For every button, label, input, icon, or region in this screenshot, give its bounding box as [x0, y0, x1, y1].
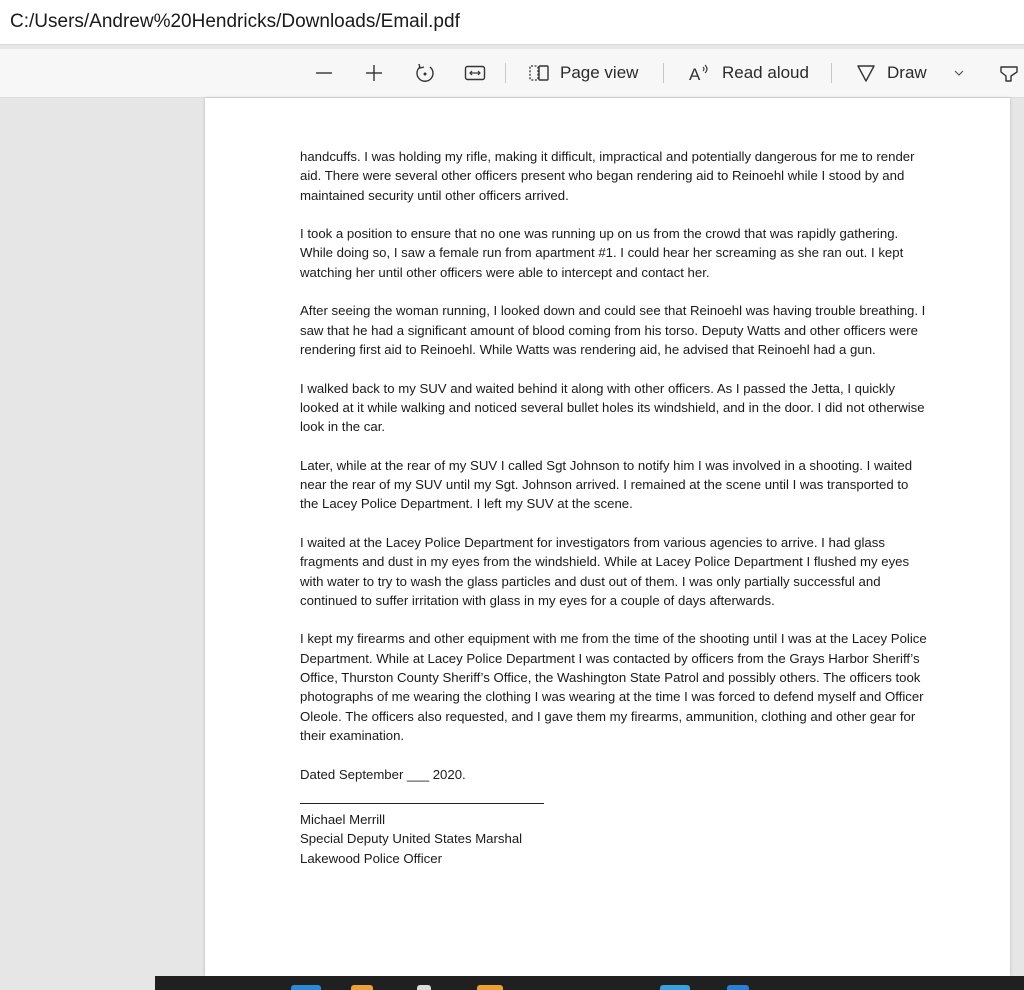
pdf-toolbar [0, 49, 1024, 98]
highlight-button[interactable] [998, 49, 1024, 97]
page-view-button[interactable] [528, 49, 638, 97]
fit-width-icon [464, 63, 486, 83]
paragraph: Later, while at the rear of my SUV I called Sgt Johnson to notify him I was involved in a shooting. I waited near the rear of my SUV until my Sgt. Johnson arrived. I remained at the scene until I was transported to the Lacey Police Department. I left my SUV at the scene. [300, 457, 913, 512]
read-aloud-icon [688, 62, 712, 84]
plus-icon [364, 63, 384, 83]
paragraph: I kept my firearms and other equipment with me from the time of the shooting until I was at the Lacey Police Department. While at Lacey Police Department I was contacted by officers from the Grays Harbor Sheriff’s Office, Thurston County Sheriff’s Office, the Washington State Patrol and possibly others. The officers took photographs of me wearing the clothing I was wearing at the time I was forced to defend myself and Officer Oleole. The officers also requested, and I gave them my firearms, ammunition, clothing and other gear for their examination. [300, 631, 927, 743]
chevron-down-icon [952, 66, 966, 80]
taskbar-app-icon[interactable] [660, 985, 690, 990]
paragraph: I waited at the Lacey Police Department for investigators from various agencies to arrive. I had glass fragments and dust in my eyes from the windshield. While at Lacey Police Department I flushed my eyes with water to try to wash the glass particles and dust out of them. I was only partially successful and continued to suffer irritation with glass in my eyes for a couple of days afterwards. [300, 534, 910, 608]
minus-icon [314, 63, 334, 83]
taskbar-app-icon[interactable] [351, 985, 373, 990]
highlighter-icon [998, 62, 1020, 84]
fit-width-button[interactable] [464, 49, 488, 97]
paragraph: handcuffs. I was holding my rifle, making it difficult, impractical and potentially dangerous for me to render aid. There were several other officers present who began rendering aid to Reinoehl while I stood by and maintained security until other officers arrived. [300, 149, 915, 203]
taskbar-app-icon[interactable] [727, 985, 749, 990]
viewer-background [0, 976, 155, 990]
page-view-icon [528, 63, 550, 83]
read-aloud-label: Read aloud [722, 63, 809, 82]
taskbar-app-icon[interactable] [477, 985, 503, 990]
draw-icon [855, 62, 877, 84]
document-body [300, 147, 930, 868]
page-view-label: Page view [560, 63, 639, 82]
paragraph: I walked back to my SUV and waited behind it along with other officers. As I passed the Jetta, I quickly looked at it while walking and noticed several bullet holes its windshield, and in the door. I did not otherwise look in the car. [300, 380, 925, 435]
taskbar [155, 976, 1024, 990]
draw-label: Draw [887, 63, 927, 82]
zoom-in-button[interactable] [364, 49, 388, 97]
taskbar-app-icon[interactable] [291, 985, 321, 990]
pdf-page [205, 98, 1010, 976]
rotate-icon [414, 62, 436, 84]
zoom-out-button[interactable] [314, 49, 338, 97]
draw-options-dropdown[interactable] [952, 49, 968, 97]
signature-block [300, 803, 930, 868]
read-aloud-button[interactable] [688, 49, 809, 97]
file-path[interactable]: C:/Users/Andrew%20Hendricks/Downloads/Email.pdf [10, 11, 460, 32]
signer-name: Michael Merrill [300, 812, 385, 828]
toolbar-divider [505, 63, 506, 83]
toolbar-divider [663, 63, 664, 83]
paragraph: After seeing the woman running, I looked down and could see that Reinoehl was having trouble breathing. I saw that he had a significant amount of blood coming from his torso. Deputy Watts and other officers were rendering first aid to Reinoehl. While Watts was rendering aid, he advised that Reinoehl had a gun. [300, 303, 926, 357]
address-bar[interactable] [0, 0, 1024, 45]
rotate-button[interactable] [414, 49, 438, 97]
taskbar-app-icon[interactable] [417, 985, 431, 990]
signer-title: Lakewood Police Officer [300, 850, 442, 866]
draw-button[interactable] [855, 49, 927, 97]
toolbar-divider [831, 63, 832, 83]
paragraph: I took a position to ensure that no one was running up on us from the crowd that was rapidly gathering. While doing so, I saw a female run from apartment #1. I could hear her screaming as she ran out. I kept watching her until other officers were able to intercept and contact her. [300, 226, 904, 280]
signature-line [300, 803, 544, 804]
signer-title: Special Deputy United States Marshal [300, 831, 523, 847]
svg-text:A: A [689, 65, 701, 84]
dated-line: Dated September ___ 2020. [300, 766, 466, 782]
